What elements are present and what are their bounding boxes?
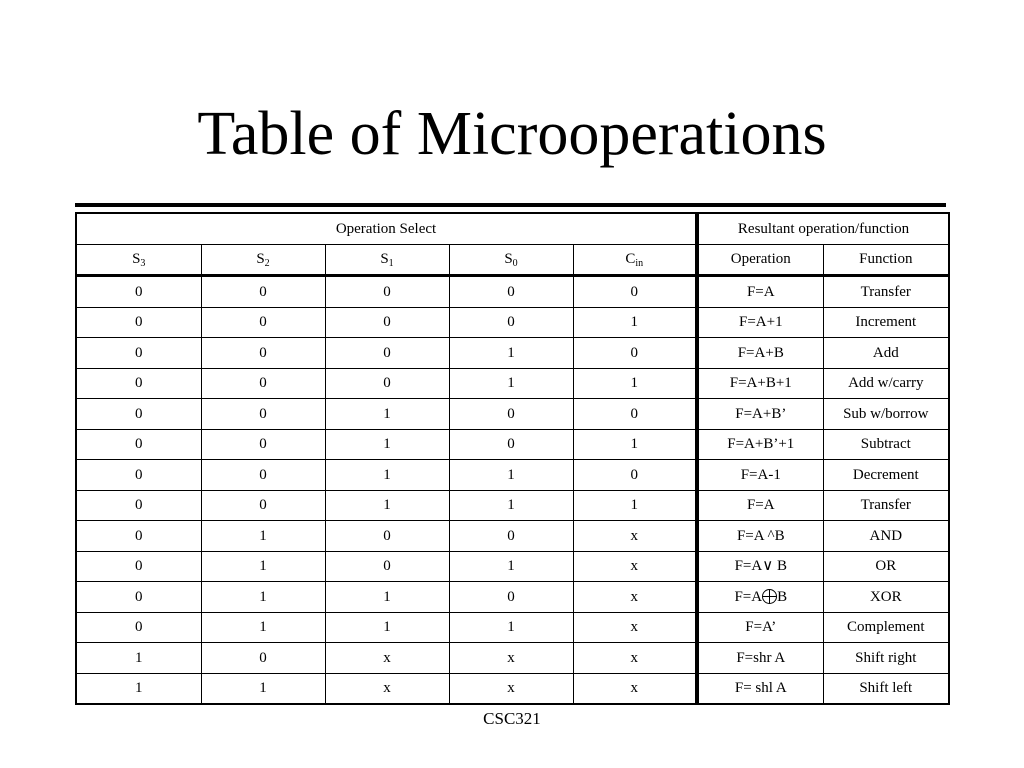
function-cell: Decrement: [823, 460, 949, 491]
s2-cell: 1: [201, 551, 325, 582]
cin-cell: 1: [573, 368, 697, 399]
table-row: [76, 276, 949, 308]
s1-cell: 0: [325, 338, 449, 369]
cin-cell: 1: [573, 429, 697, 460]
col-header-operation: Operation: [697, 244, 823, 276]
s2-cell: 1: [201, 673, 325, 704]
s3-cell: 0: [76, 276, 201, 308]
s2-cell: 0: [201, 399, 325, 430]
operation-left-operand: F=A: [734, 588, 763, 605]
table-row: [76, 643, 949, 674]
s3-cell: 0: [76, 460, 201, 491]
function-cell: XOR: [823, 582, 949, 613]
s2-cell: 0: [201, 276, 325, 308]
cin-cell: x: [573, 521, 697, 552]
function-cell: Shift left: [823, 673, 949, 704]
s0-cell: 1: [449, 368, 573, 399]
s3-cell: 0: [76, 551, 201, 582]
s1-cell: x: [325, 643, 449, 674]
column-header-row: [76, 244, 949, 276]
function-cell: Increment: [823, 307, 949, 338]
col-header-function: Function: [823, 244, 949, 276]
top-rule: [75, 203, 946, 207]
s3-cell: 0: [76, 612, 201, 643]
s3-cell: 0: [76, 521, 201, 552]
function-cell: Sub w/borrow: [823, 399, 949, 430]
s3-cell: 0: [76, 368, 201, 399]
operation-cell: F=A+B: [697, 338, 823, 369]
s0-cell: 1: [449, 490, 573, 521]
s2-cell: 0: [201, 307, 325, 338]
microoperations-table: [75, 212, 950, 705]
function-cell: OR: [823, 551, 949, 582]
col-header-s1: $S_1$: [325, 244, 449, 276]
function-cell: Complement: [823, 612, 949, 643]
s2-cell: 0: [201, 490, 325, 521]
table-row: [76, 399, 949, 430]
table-row: [76, 612, 949, 643]
operation-cell: F=A∨ B: [697, 551, 823, 582]
s2-cell: 0: [201, 338, 325, 369]
s1-cell: 0: [325, 551, 449, 582]
slide-title: Table of Microoperations: [197, 100, 827, 168]
function-cell: Add: [823, 338, 949, 369]
cin-cell: 1: [573, 490, 697, 521]
table-row: [76, 673, 949, 704]
s2-cell: 1: [201, 612, 325, 643]
s0-cell: 1: [449, 338, 573, 369]
cin-cell: 0: [573, 399, 697, 430]
resultant-operation-header: Resultant operation/function: [697, 213, 949, 244]
cin-cell: x: [573, 582, 697, 613]
s3-cell: 0: [76, 399, 201, 430]
s0-cell: x: [449, 643, 573, 674]
table-row: [76, 460, 949, 491]
s2-cell: 0: [201, 368, 325, 399]
operation-cell: F=shr A: [697, 643, 823, 674]
s3-cell: 0: [76, 307, 201, 338]
s0-cell: 0: [449, 276, 573, 308]
table-row: [76, 582, 949, 613]
s3-cell: 0: [76, 338, 201, 369]
s1-cell: 1: [325, 429, 449, 460]
s1-cell: x: [325, 673, 449, 704]
cin-cell: 1: [573, 307, 697, 338]
function-cell: Add w/carry: [823, 368, 949, 399]
table-row: [76, 551, 949, 582]
s2-cell: 1: [201, 582, 325, 613]
cin-cell: x: [573, 612, 697, 643]
cin-cell: x: [573, 673, 697, 704]
operation-cell: F=A+B’+1: [697, 429, 823, 460]
table-row: [76, 368, 949, 399]
operation-cell: F=A-1: [697, 460, 823, 491]
table-row: [76, 307, 949, 338]
table-body: [76, 213, 949, 704]
s3-cell: 0: [76, 582, 201, 613]
table-row: [76, 429, 949, 460]
cin-cell: 0: [573, 460, 697, 491]
operation-cell: F=A’: [697, 612, 823, 643]
operation-cell: [697, 582, 823, 613]
function-cell: AND: [823, 521, 949, 552]
s3-cell: 1: [76, 673, 201, 704]
function-cell: Subtract: [823, 429, 949, 460]
operation-cell: F=A ^B: [697, 521, 823, 552]
s2-cell: 0: [201, 460, 325, 491]
cin-cell: x: [573, 643, 697, 674]
s0-cell: 1: [449, 551, 573, 582]
s1-cell: 1: [325, 399, 449, 430]
s1-cell: 1: [325, 582, 449, 613]
s3-cell: 0: [76, 490, 201, 521]
s2-cell: 1: [201, 521, 325, 552]
s0-cell: 0: [449, 399, 573, 430]
function-cell: Shift right: [823, 643, 949, 674]
table-row: [76, 338, 949, 369]
s2-cell: 0: [201, 643, 325, 674]
s3-cell: 0: [76, 429, 201, 460]
operation-cell: F=A+B’: [697, 399, 823, 430]
s1-cell: 1: [325, 612, 449, 643]
footer: CSC321: [483, 709, 541, 728]
col-header-s0: $S_0$: [449, 244, 573, 276]
table-row: [76, 521, 949, 552]
function-cell: Transfer: [823, 490, 949, 521]
group-header-row: [76, 213, 949, 244]
operation-cell: F=A: [697, 276, 823, 308]
s1-cell: 0: [325, 276, 449, 308]
cin-cell: x: [573, 551, 697, 582]
operation-right-operand: B: [777, 588, 788, 605]
operation-cell: F=A: [697, 490, 823, 521]
s1-cell: 1: [325, 460, 449, 491]
table-row: [76, 490, 949, 521]
s1-cell: 0: [325, 307, 449, 338]
s0-cell: 0: [449, 307, 573, 338]
cin-cell: 0: [573, 338, 697, 369]
s0-cell: 0: [449, 582, 573, 613]
s0-cell: x: [449, 673, 573, 704]
s1-cell: 0: [325, 521, 449, 552]
s0-cell: 1: [449, 612, 573, 643]
operation-cell: F= shl A: [697, 673, 823, 704]
xor-symbol-icon: [762, 589, 777, 604]
s2-cell: 0: [201, 429, 325, 460]
s3-cell: 1: [76, 643, 201, 674]
cin-cell: 0: [573, 276, 697, 308]
operation-cell: F=A+1: [697, 307, 823, 338]
s1-cell: 0: [325, 368, 449, 399]
operation-cell: F=A+B+1: [697, 368, 823, 399]
function-cell: Transfer: [823, 276, 949, 308]
col-header-cin: $C_{in}$: [573, 244, 697, 276]
s0-cell: 1: [449, 460, 573, 491]
col-header-s3: $S_3$: [76, 244, 201, 276]
s0-cell: 0: [449, 429, 573, 460]
col-header-s2: $S_2$: [201, 244, 325, 276]
s0-cell: 0: [449, 521, 573, 552]
operation-select-header: Operation Select: [76, 213, 697, 244]
s1-cell: 1: [325, 490, 449, 521]
